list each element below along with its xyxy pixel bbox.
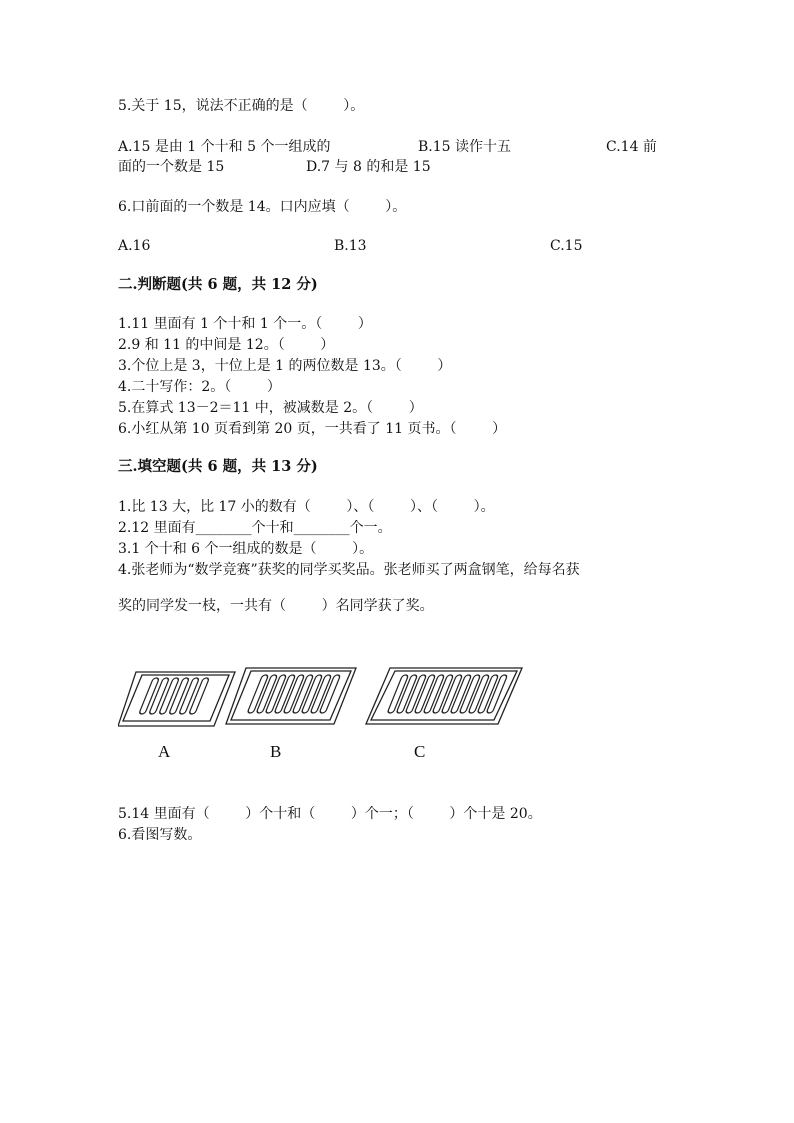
fill-item-continued: 奖的同学发一枝，一共有（ ）名同学获了奖。	[118, 598, 434, 614]
pens-a	[139, 678, 210, 714]
pen-box-a	[118, 672, 235, 726]
q6-option-b: B.13	[334, 238, 367, 254]
judge-item: 2.9 和 11 的中间是 12。（ ）	[118, 337, 335, 353]
fill-item: 5.14 里面有（ ）个十和（ ）个一；（ ）个十是 20。	[118, 806, 542, 822]
judge-item: 3.个位上是 3，十位上是 1 的两位数是 13。（ ）	[118, 358, 452, 374]
pen-box-c	[366, 668, 522, 724]
pen-boxes-drawing	[118, 664, 538, 774]
judge-item: 5.在算式 13－2＝11 中，被减数是 2。（ ）	[118, 400, 423, 416]
judge-item: 4.二十写作：2。（ ）	[118, 379, 281, 395]
fill-item: 6.看图写数。	[118, 827, 202, 843]
q5-option-a: A.15 是由 1 个十和 5 个一组成的	[118, 139, 331, 155]
fill-item: 4.张老师为“数学竞赛”获奖的同学买奖品。张老师买了两盒钢笔，给每名获	[118, 562, 580, 578]
q5-option-c-part1: C.14 前	[606, 139, 657, 155]
pen-box-figure	[118, 664, 538, 778]
q5-stem: 5.关于 15，说法不正确的是（ ）。	[118, 98, 365, 114]
fill-item: 1.比 13 大，比 17 小的数有（ ）、（ ）、（ ）。	[118, 499, 495, 515]
q6-option-c: C.15	[550, 238, 583, 254]
pens-c	[387, 675, 507, 713]
pens-b	[247, 675, 340, 713]
q6-stem: 6.口前面的一个数是 14。口内应填（ ）。	[118, 199, 407, 215]
q6-option-a: A.16	[118, 238, 151, 254]
q5-option-d: D.7 与 8 的和是 15	[306, 159, 431, 175]
fill-item: 3.1 个十和 6 个一组成的数是（ ）。	[118, 541, 374, 557]
q5-option-b: B.15 读作十五	[418, 139, 512, 155]
figure-label-c: C	[414, 742, 426, 761]
q5-option-c-part2: 面的一个数是 15	[118, 159, 225, 175]
section3-heading: 三.填空题(共 6 题，共 13 分)	[118, 458, 318, 475]
judge-item: 6.小红从第 10 页看到第 20 页，一共看了 11 页书。（ ）	[118, 421, 507, 437]
section2-heading: 二.判断题(共 6 题，共 12 分)	[118, 276, 318, 293]
judge-item: 1.11 里面有 1 个十和 1 个一。（ ）	[118, 316, 372, 332]
figure-label-a: A	[158, 742, 171, 761]
fill-item: 2.12 里面有________个十和________个一。	[118, 520, 392, 536]
pen-box-b	[226, 668, 356, 724]
figure-label-b: B	[270, 742, 282, 761]
